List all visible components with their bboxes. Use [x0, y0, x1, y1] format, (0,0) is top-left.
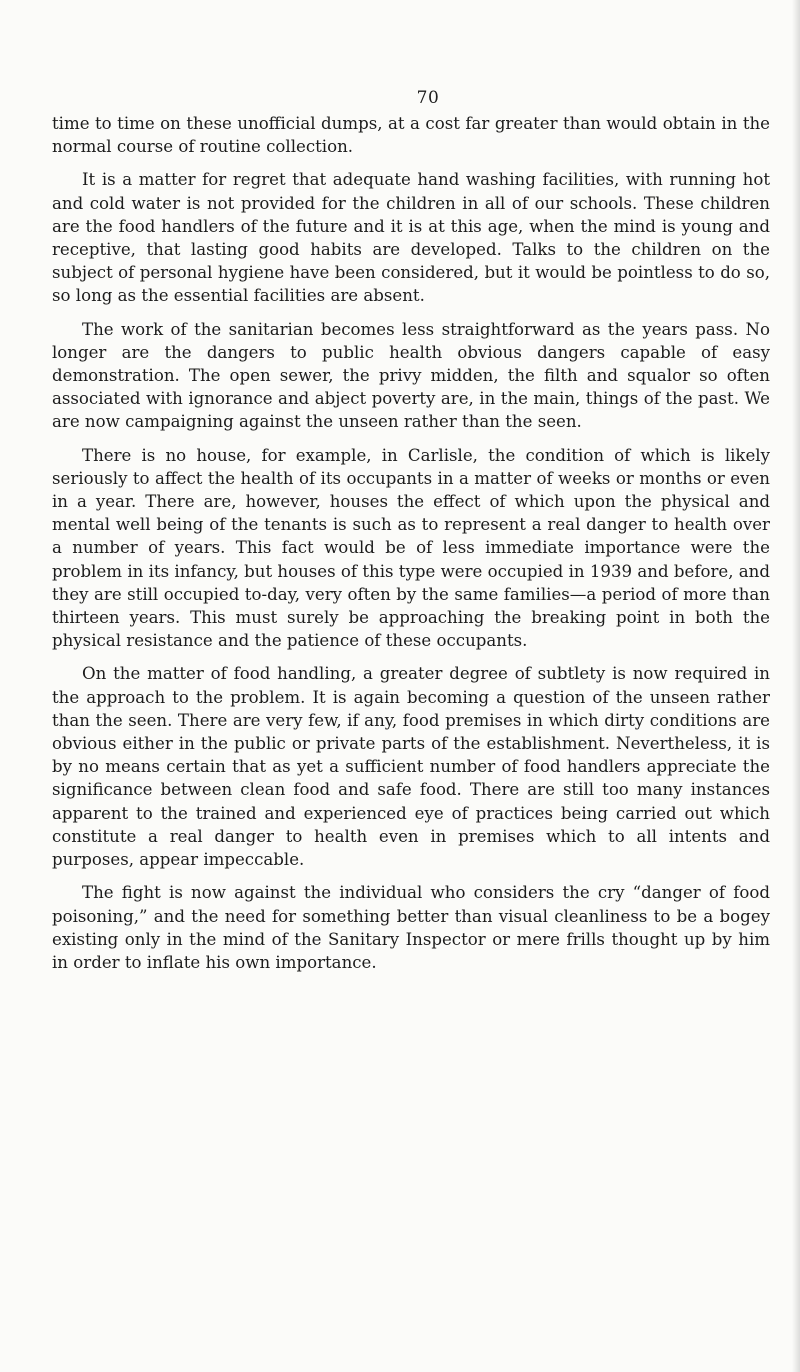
page-edge-shadow [792, 0, 800, 1372]
paragraph-food-poisoning: The fight is now against the individual who considers the cry “danger of food poisoning,” and the need for something better than visual cleanliness to be a bogey existing only in the mind of the Sanitary Inspector or mere frills thought up by him in order to inflate his own importance. [52, 883, 770, 972]
page-number: 70 [416, 88, 440, 108]
body-text [52, 112, 770, 984]
paragraph-hand-washing: It is a matter for regret that adequate hand washing facilities, with running hot and cold water is not provided for the children in all of our schools. These children are the food handlers of the future and it is at this age, when the mind is young and receptive, that lasting good habits are developed. Talks to the children on the subject of personal hygiene have been considered, but it would be pointless to do so, so long as the essential facilities are absent. [52, 170, 770, 306]
paragraph-housing: There is no house, for example, in Carlisle, the condition of which is likely seriously to affect the health of its occupants in a matter of weeks or months or even in a year. There are, however, houses the effect of which upon the physical and mental well being of the tenants is such as to represent a real danger to health over a number of years. This fact would be of less immediate importance were the problem in its infancy, but houses of this type were occupied in 1939 and before, and they are still occupied to-day, very often by the same families—a period of more than thirteen years. This must surely be approaching the breaking point in both the physical resistance and the patience of these occupants. [52, 445, 770, 651]
paragraph-food-handling: On the matter of food handling, a greater degree of subtlety is now required in the approach to the problem. It is again becoming a question of the unseen rather than the seen. There are very few, if any, food premises in which dirty conditions are obvious either in the public or private parts of the establishment. Nevertheless, it is by no means certain that as yet a sufficient number of food handlers appreciate the significance between clean food and safe food. There are still too many instances apparent to the trained and experienced eye of practices being carried out which constitute a real danger to health even in premises which to all intents and purposes, appear impeccable. [52, 664, 770, 870]
paragraph-sanitarian-work: The work of the sanitarian becomes less straightforward as the years pass. No longer are the dangers to public health obvious dangers capable of easy demonstration. The open sewer, the privy midden, the filth and squalor so often associated with ignorance and abject poverty are, in the main, things of the past. We are now campaigning against the unseen rather than the seen. [52, 319, 770, 432]
paragraph-continuation: time to time on these unofficial dumps, at a cost far greater than would obtain in the normal course of routine collection. [52, 114, 770, 157]
